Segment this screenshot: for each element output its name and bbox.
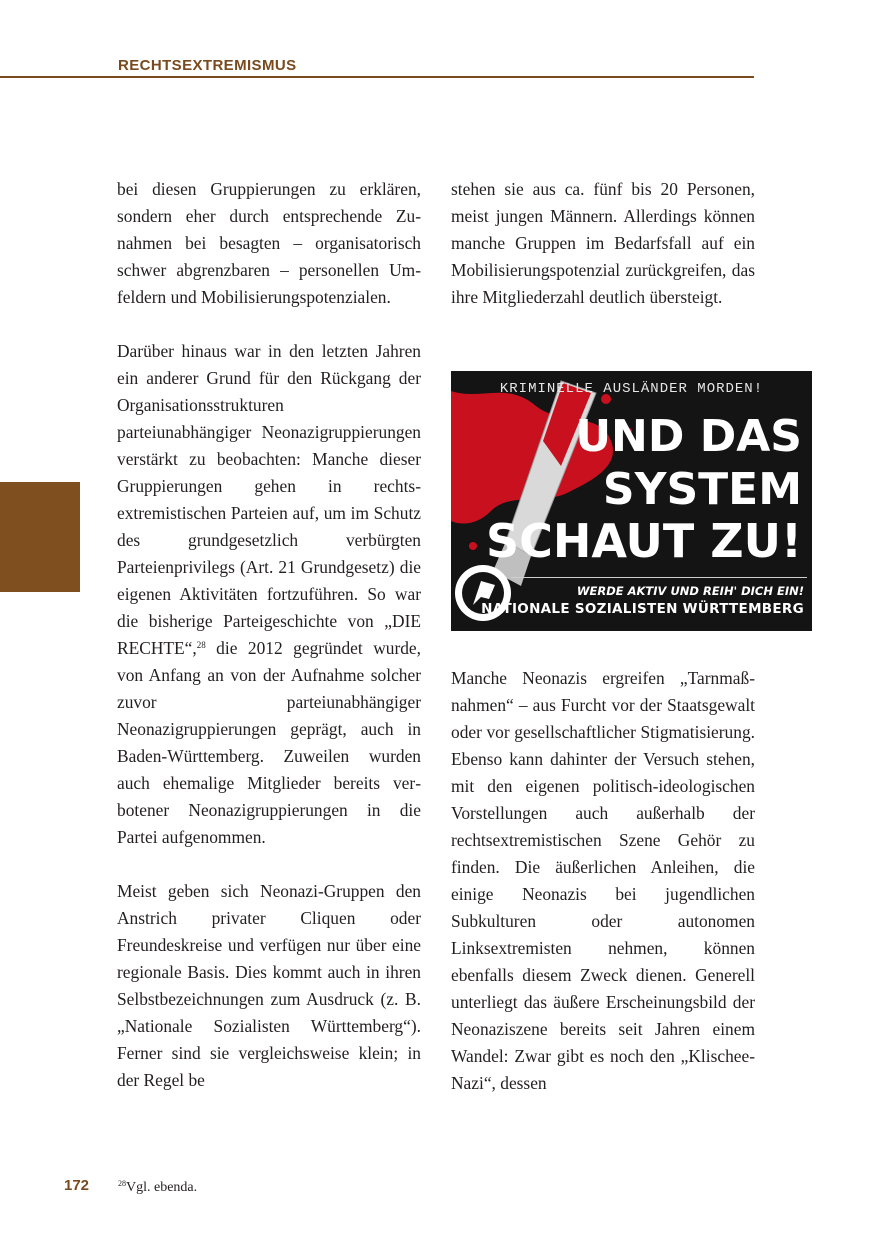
left-paragraph-2-part-2: die 2012 gegründet wurde, von Anfang an von der Aufnahme solcher zuvor parteiunabhängiger Neonazigruppierungen geprägt, auch in Baden-Württemberg. Zuweilen wurden auch ehemalige Mitglieder bereits verbotener Neonazigruppierungen in die Partei aufgenommen.	[117, 638, 421, 847]
poster-group-name: NATIONALE SOZIALISTEN WÜRTTEMBERG	[481, 601, 804, 617]
poster-top-line: KRIMINELLE AUSLÄNDER MORDEN!	[499, 381, 764, 397]
poster-image	[451, 371, 812, 631]
left-paragraph-1: bei diesen Gruppierungen zu erklären, sondern eher durch entsprechende Zunahmen bei besagten – organisatorisch schwer abgrenzbaren – personellen Umfeldern und Mobilisierungspotenzialen.	[117, 179, 421, 307]
poster-headline-3: SCHAUT ZU!	[485, 514, 802, 568]
poster-slogan: WERDE AKTIV UND REIH' DICH EIN!	[576, 584, 804, 598]
blood-drop	[469, 542, 477, 550]
left-paragraph-3: Meist geben sich Neonazi-Gruppen den Anstrich privater Cliquen oder Freundeskreise und verfügen nur über eine regionale Basis. Dies kommt auch in ihren Selbstbezeichnungen zum Ausdruck (z. B. „Nationale Sozialisten Württemberg“). Ferner sind sie vergleichsweise klein; in der Regel be	[117, 881, 421, 1090]
right-column-bottom	[451, 665, 755, 1097]
right-column-top	[451, 176, 755, 311]
right-paragraph-1: stehen sie aus ca. fünf bis 20 Personen, meist jungen Männern. Allerdings können manche Gruppen im Bedarfsfall auf ein Mobilisierungspotenzial zurückgreifen, das ihre Mitgliederzahl deutlich übersteigt.	[451, 179, 755, 307]
footnote-text: Vgl. ebenda.	[126, 1180, 198, 1195]
poster-divider	[511, 577, 807, 578]
poster-headline-1: UND DAS	[575, 411, 802, 462]
poster-headline-2: SYSTEM	[602, 464, 802, 515]
footnote	[118, 1180, 197, 1196]
chapter-side-tab	[0, 482, 80, 592]
running-header: RECHTSEXTREMISMUS	[118, 57, 297, 74]
footnote-reference[interactable]: 28	[196, 640, 206, 650]
page-number: 172	[64, 1177, 90, 1194]
left-column	[117, 176, 421, 1094]
header-rule	[0, 76, 754, 78]
left-paragraph-2	[117, 338, 421, 851]
left-paragraph-2-part-1: Darüber hinaus war in den letzten Jahren ein anderer Grund für den Rückgang der Organisationsstrukturen parteiunabhängiger Neonazigruppierungen verstärkt zu beobachten: Manche dieser Gruppierungen gehen in rechtsextremistischen Parteien auf, um im Schutz des grundgesetzlich verbürgten Parteienprivilegs (Art. 21 Grundgesetz) die eigenen Aktivitäten fortzuführen. So war die bisherige Parteigeschichte von „DIE RECHTE“,	[117, 341, 421, 658]
footnote-number: 28	[118, 1179, 126, 1188]
right-paragraph-2: Manche Neonazis ergreifen „Tarnmaßnahmen“ – aus Furcht vor der Staatsgewalt oder vor gesellschaftlicher Stigmatisierung. Ebenso kann dahinter der Versuch stehen, mit den eigenen politisch-ideologischen Vorstellungen auch außerhalb der rechtsextremistischen Szene Gehör zu finden. Die äußerlichen Anleihen, die einige Neonazis bei jugendlichen Subkulturen oder autonomen Linksextremisten nehmen, können ebenfalls diesem Zweck dienen. Generell unterliegt das äußere Erscheinungsbild der Neonaziszene bereits seit Jahren einem Wandel: Zwar gibt es noch den „Klischee-Nazi“, dessen	[451, 668, 755, 1093]
